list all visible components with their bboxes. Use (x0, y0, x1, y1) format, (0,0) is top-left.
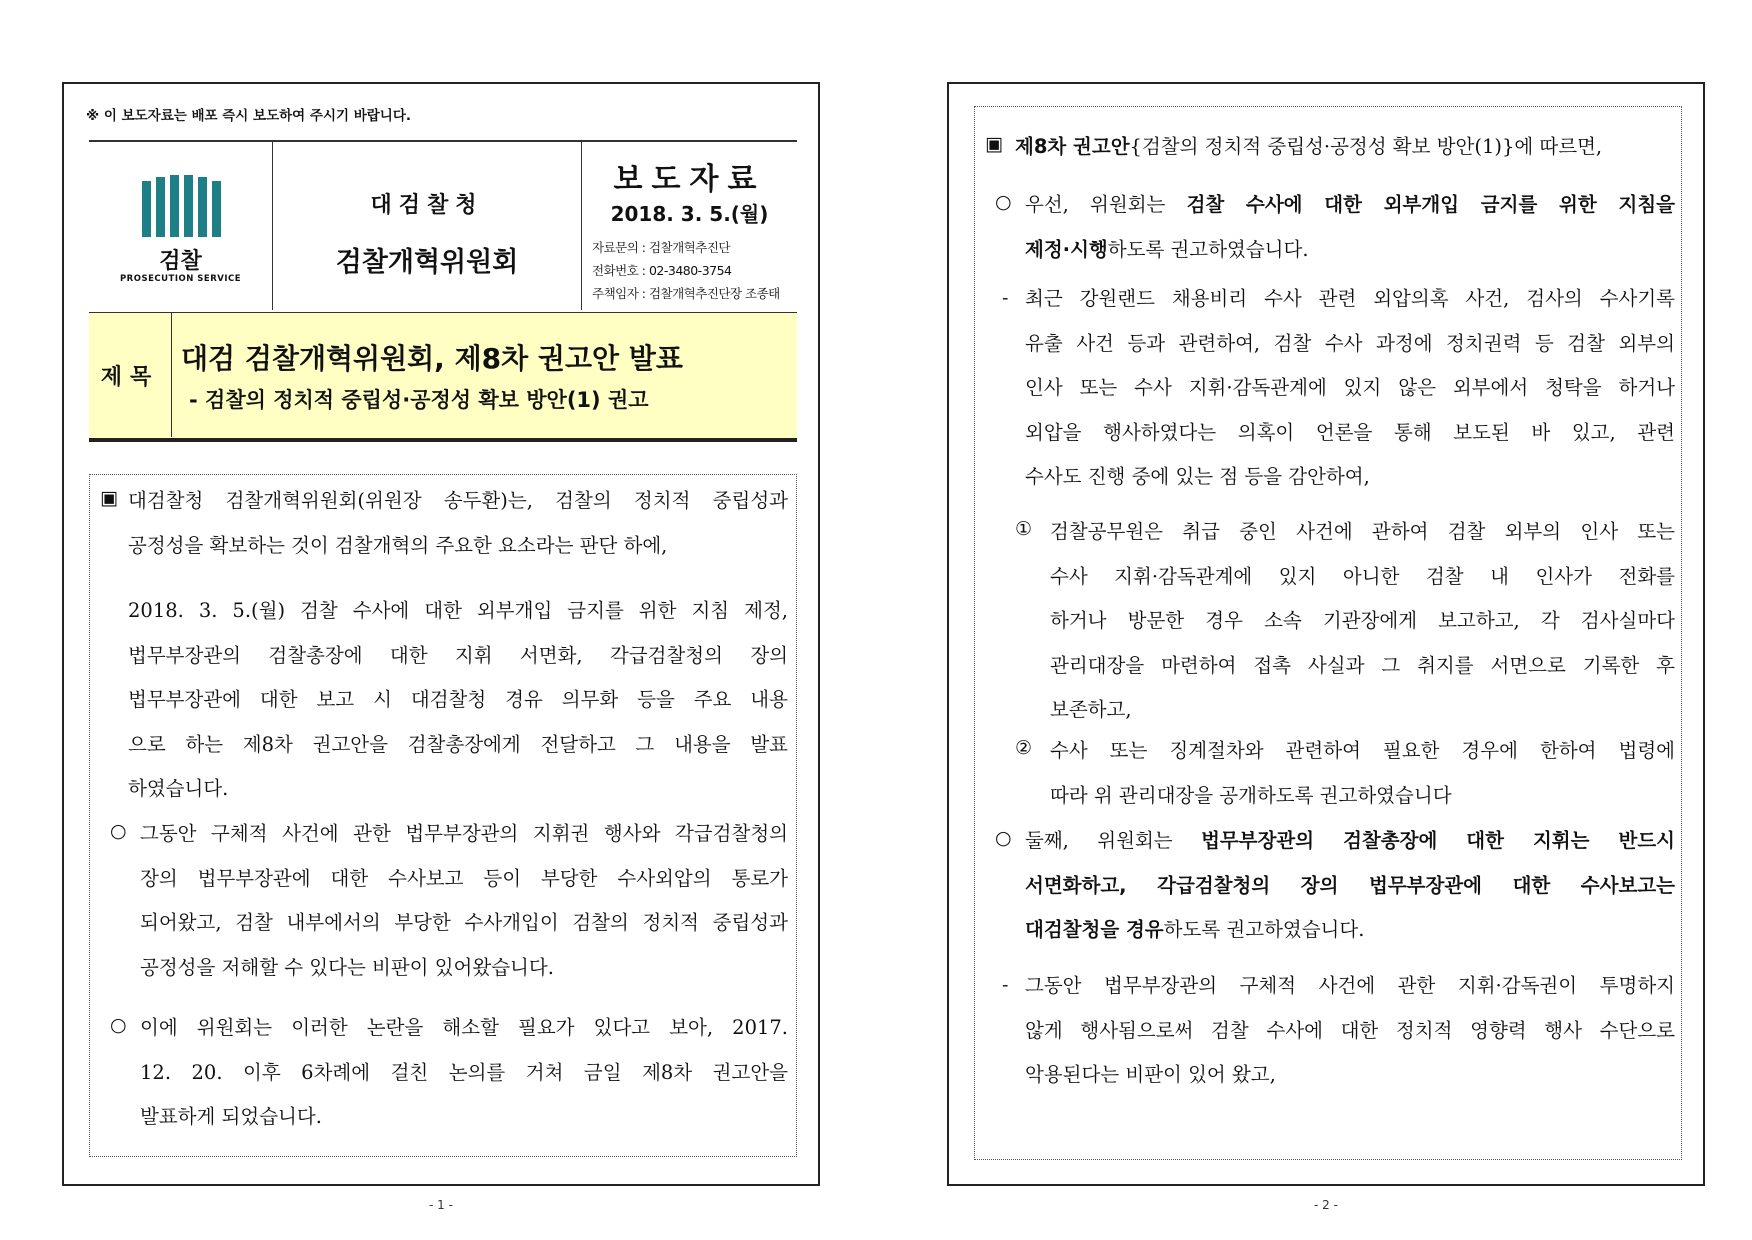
dash-bullet-icon: - (1002, 287, 1009, 309)
paragraph-process (140, 1006, 788, 1140)
recommendation-subject: {검찰의 정치적 중립성·공정성 확보 방안(1)}에 따르면, (1129, 135, 1603, 158)
contact-manager: 주책임자 : 검찰개혁추진단장 조종태 (592, 286, 780, 301)
paragraph-line: 공정성을 확보하는 것이 검찰개혁의 주요한 요소라는 판단 하에, (128, 533, 668, 557)
text-run: 하도록 권고하였습니다. (1163, 918, 1365, 941)
paragraph-line: 관리대장을 마련하여 접촉 사실과 그 취지를 서면으로 기록한 후 (1050, 653, 1675, 677)
body-box-1 (89, 474, 797, 1157)
text-run: 하도록 권고하였습니다. (1107, 237, 1309, 261)
organization-cell (273, 142, 582, 310)
circle-bullet-icon: ○ (995, 191, 1012, 213)
paragraph-item-one (1050, 510, 1675, 733)
paragraph-second-background (1025, 964, 1675, 1098)
headline-subtitle: - 검찰의 정치적 중립성·공정성 확보 방안(1) 권고 (189, 388, 649, 412)
page-number-2: - 2 - (1314, 1198, 1338, 1212)
press-header (89, 140, 797, 310)
paragraph-recommendation-intro (1015, 125, 1675, 170)
paragraph-line: 이에 위원회는 이러한 논란을 해소할 필요가 있다고 보아, 2017. (140, 1016, 788, 1039)
press-release-title: 보도자료 (613, 162, 766, 197)
paragraph-second-recommendation (1025, 819, 1675, 953)
paragraph-line: 법무부장관에 대한 보고 시 대검찰청 경유 의무화 등을 주요 내용 (128, 688, 788, 711)
body-box-2 (974, 106, 1682, 1160)
paragraph-line: 보존하고, (1050, 698, 1132, 721)
organization-name: 대검찰청 (370, 193, 484, 218)
logo-cell (89, 142, 273, 310)
bold-run: 대검찰청을 경유 (1025, 918, 1164, 941)
paragraph-announcement (128, 589, 788, 812)
headline-box (89, 312, 797, 442)
page-2 (947, 82, 1705, 1186)
press-release-date: 2018. 3. 5.(월) (610, 202, 769, 226)
paragraph-line: 하거나 방문한 경우 소속 기관장에게 보고하고, 각 검사실마다 (1050, 609, 1675, 632)
square-bullet-icon: ▣ (100, 487, 118, 509)
committee-name: 검찰개혁위원회 (335, 247, 519, 278)
paragraph-background (140, 812, 788, 990)
bold-run: 서면화하고, 각급검찰청의 장의 법무부장관에 대한 수사보고는 (1025, 873, 1675, 897)
recommendation-title: 제8차 권고안 (1015, 135, 1130, 158)
prosecution-logo-icon (142, 175, 222, 237)
bold-run: 법무부장관의 검찰총장에 대한 지휘는 반드시 (1201, 829, 1675, 852)
contact-inquiry: 자료문의 : 검찰개혁추진단 (592, 240, 730, 255)
paragraph-line: 대검찰청 검찰개혁위원회(위원장 송두환)는, 검찰의 정치적 중립성과 (128, 489, 788, 512)
text-run: 둘째, 위원회는 (1025, 829, 1202, 852)
paragraph-line: 법무부장관의 검찰총장에 대한 지휘 서면화, 각급검찰청의 장의 (128, 643, 788, 667)
paragraph-line: 그동안 구체적 사건에 관한 법무부장관의 지휘권 행사와 각급검찰청의 (140, 822, 788, 845)
paragraph-line: 유출 사건 등과 관련하여, 검찰 수사 과정에 정치권력 등 검찰 외부의 (1025, 331, 1675, 355)
paragraph-line: 수사 지휘·감독관계에 있지 아니한 검찰 내 인사가 전화를 (1050, 564, 1675, 588)
paragraph-first-recommendation (1025, 183, 1675, 272)
paragraph-line: 장의 법무부장관에 대한 수사보고 등이 부당한 수사외압의 통로가 (140, 866, 788, 890)
paragraph-first-background (1025, 277, 1675, 500)
paragraph-line: 않게 행사됨으로써 검찰 수사에 대한 정치적 영향력 행사 수단으로 (1025, 1018, 1675, 1042)
paragraph-line: 최근 강원랜드 채용비리 수사 관련 외압의혹 사건, 검사의 수사기록 (1025, 287, 1675, 310)
paragraph-intro (128, 479, 788, 568)
paragraph-line: 으로 하는 제8차 권고안을 검찰총장에게 전달하고 그 내용을 발표 (128, 732, 788, 756)
paragraph-line: 2018. 3. 5.(월) 검찰 수사에 대한 외부개입 금지를 위한 지침 제정, (128, 599, 788, 622)
logo-text: 검찰 (159, 249, 202, 274)
page-1 (62, 82, 820, 1186)
bold-run: 검찰 수사에 대한 외부개입 금지를 위한 지침을 (1186, 193, 1675, 216)
paragraph-line: 검찰공무원은 취급 중인 사건에 관하여 검찰 외부의 인사 또는 (1050, 520, 1675, 543)
paragraph-line: 인사 또는 수사 지휘·감독관계에 있지 않은 외부에서 청탁을 하거나 (1025, 376, 1675, 399)
paragraph-line: 수사 또는 징계절차와 관련하여 필요한 경우에 한하여 법령에 (1050, 739, 1675, 762)
circle-bullet-icon: ○ (110, 820, 127, 842)
distribution-notice: ※ 이 보도자료는 배포 즉시 보도하여 주시기 바랍니다. (86, 108, 412, 124)
number-two-icon: ② (1015, 737, 1033, 759)
paragraph-line: 외압을 행사하였다는 의혹이 언론을 통해 보도된 바 있고, 관련 (1025, 420, 1675, 444)
page-number-1: - 1 - (429, 1198, 453, 1212)
paragraph-line: 12. 20. 이후 6차례에 걸친 논의를 거쳐 금일 제8차 권고안을 (140, 1060, 788, 1084)
press-release-cell (582, 142, 797, 310)
paragraph-line: 그동안 법무부장관의 구체적 사건에 관한 지휘·감독권이 투명하지 (1025, 974, 1675, 997)
headline-title: 대검 검찰개혁위원회, 제8차 권고안 발표 (181, 342, 683, 375)
dash-bullet-icon: - (1002, 974, 1009, 996)
text-run: 우선, 위원회는 (1025, 193, 1187, 216)
headline-label: 제목 (89, 313, 172, 437)
paragraph-line: 악용된다는 비판이 있어 왔고, (1025, 1063, 1276, 1086)
number-one-icon: ① (1015, 518, 1033, 540)
paragraph-line: 공정성을 저해할 수 있다는 비판이 있어왔습니다. (140, 955, 554, 979)
square-bullet-icon: ▣ (985, 133, 1003, 155)
contact-phone: 전화번호 : 02-3480-3754 (592, 263, 732, 278)
paragraph-line: 따라 위 관리대장을 공개하도록 권고하였습니다 (1050, 783, 1452, 807)
circle-bullet-icon: ○ (995, 827, 1012, 849)
paragraph-line: 되어왔고, 검찰 내부에서의 부당한 수사개입이 검찰의 정치적 중립성과 (140, 911, 788, 934)
paragraph-item-two (1050, 729, 1675, 818)
paragraph-line: 하였습니다. (128, 777, 229, 800)
circle-bullet-icon: ○ (110, 1014, 127, 1036)
paragraph-line: 수사도 진행 중에 있는 점 등을 감안하여, (1025, 465, 1370, 488)
paragraph-line: 발표하게 되었습니다. (140, 1105, 322, 1128)
bold-run: 제정·시행 (1025, 237, 1108, 261)
logo-subtitle: PROSECUTION SERVICE (119, 274, 242, 284)
